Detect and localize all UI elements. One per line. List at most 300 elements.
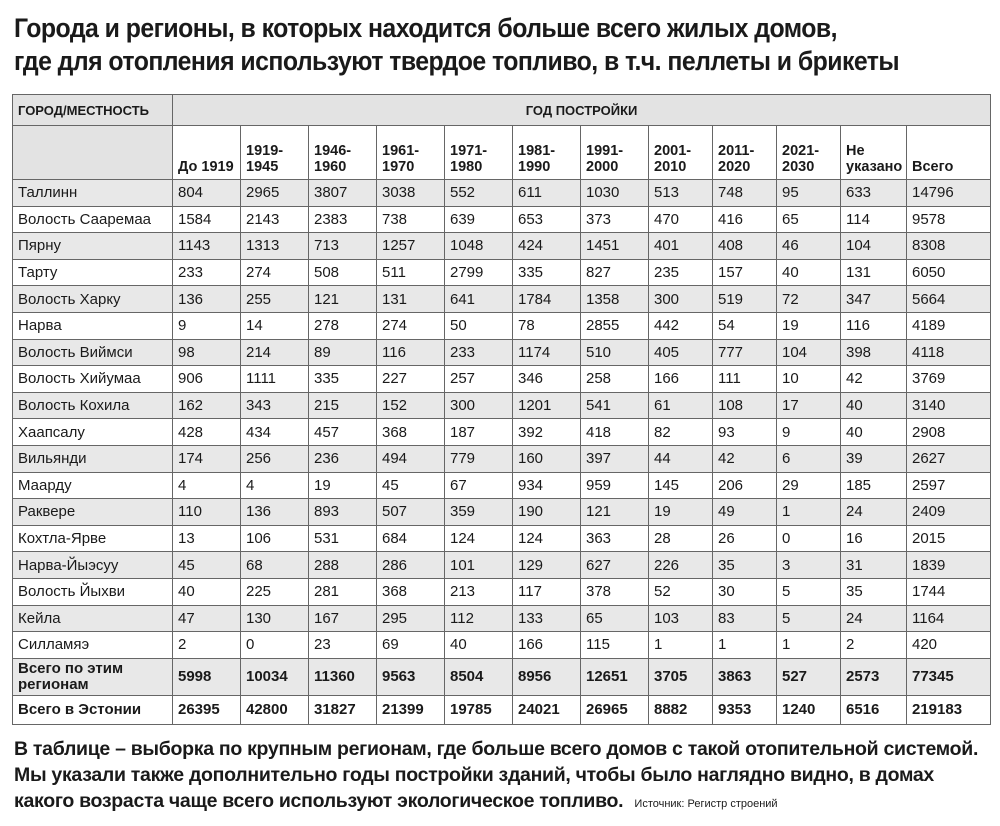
value-cell: 46 [777, 233, 841, 260]
value-cell: 121 [309, 286, 377, 313]
value-cell: 335 [513, 259, 581, 286]
column-header: 2011-2020 [713, 126, 777, 180]
value-cell: 288 [309, 552, 377, 579]
value-cell: 114 [841, 206, 907, 233]
region-name-cell: Тарту [13, 259, 173, 286]
value-cell: 42800 [241, 695, 309, 724]
value-cell: 3 [777, 552, 841, 579]
value-cell: 368 [377, 419, 445, 446]
value-cell: 42 [841, 366, 907, 393]
value-cell: 257 [445, 366, 513, 393]
value-cell: 8308 [907, 233, 991, 260]
value-cell: 101 [445, 552, 513, 579]
table-row [13, 286, 991, 313]
value-cell: 392 [513, 419, 581, 446]
value-cell: 1358 [581, 286, 649, 313]
value-cell: 494 [377, 445, 445, 472]
value-cell: 21399 [377, 695, 445, 724]
region-name-cell: Силламяэ [13, 632, 173, 659]
value-cell: 1839 [907, 552, 991, 579]
value-cell: 893 [309, 499, 377, 526]
value-cell: 116 [841, 312, 907, 339]
value-cell: 300 [445, 392, 513, 419]
value-cell: 428 [173, 419, 241, 446]
value-cell: 2 [173, 632, 241, 659]
value-cell: 111 [713, 366, 777, 393]
region-name-cell: Нарва-Йыэсуу [13, 552, 173, 579]
value-cell: 513 [649, 180, 713, 207]
value-cell: 2015 [907, 525, 991, 552]
value-cell: 226 [649, 552, 713, 579]
value-cell: 103 [649, 605, 713, 632]
corner-header-spacer [13, 126, 173, 180]
column-header: 2021-2030 [777, 126, 841, 180]
region-name-cell: Всего по этим регионам [13, 658, 173, 695]
table-row [13, 499, 991, 526]
value-cell: 130 [241, 605, 309, 632]
value-cell: 1048 [445, 233, 513, 260]
value-cell: 124 [513, 525, 581, 552]
value-cell: 190 [513, 499, 581, 526]
value-cell: 5998 [173, 658, 241, 695]
value-cell: 68 [241, 552, 309, 579]
value-cell: 6050 [907, 259, 991, 286]
column-header: До 1919 [173, 126, 241, 180]
value-cell: 45 [377, 472, 445, 499]
value-cell: 30 [713, 578, 777, 605]
region-name-cell: Волость Кохила [13, 392, 173, 419]
value-cell: 4118 [907, 339, 991, 366]
value-cell: 3863 [713, 658, 777, 695]
value-cell: 26395 [173, 695, 241, 724]
value-cell: 112 [445, 605, 513, 632]
value-cell: 152 [377, 392, 445, 419]
value-cell: 162 [173, 392, 241, 419]
value-cell: 4 [241, 472, 309, 499]
value-cell: 3140 [907, 392, 991, 419]
value-cell: 0 [241, 632, 309, 659]
value-cell: 17 [777, 392, 841, 419]
value-cell: 6 [777, 445, 841, 472]
value-cell: 93 [713, 419, 777, 446]
region-name-cell: Маарду [13, 472, 173, 499]
table-row [13, 339, 991, 366]
value-cell: 3769 [907, 366, 991, 393]
value-cell: 552 [445, 180, 513, 207]
value-cell: 235 [649, 259, 713, 286]
value-cell: 214 [241, 339, 309, 366]
value-cell: 14 [241, 312, 309, 339]
value-cell: 157 [713, 259, 777, 286]
value-cell: 26 [713, 525, 777, 552]
value-cell: 9 [173, 312, 241, 339]
value-cell: 29 [777, 472, 841, 499]
value-cell: 72 [777, 286, 841, 313]
value-cell: 3807 [309, 180, 377, 207]
value-cell: 213 [445, 578, 513, 605]
value-cell: 10 [777, 366, 841, 393]
value-cell: 405 [649, 339, 713, 366]
value-cell: 50 [445, 312, 513, 339]
value-cell: 1 [649, 632, 713, 659]
value-cell: 531 [309, 525, 377, 552]
value-cell: 225 [241, 578, 309, 605]
value-cell: 47 [173, 605, 241, 632]
value-cell: 129 [513, 552, 581, 579]
value-cell: 16 [841, 525, 907, 552]
value-cell: 4189 [907, 312, 991, 339]
value-cell: 9578 [907, 206, 991, 233]
value-cell: 274 [241, 259, 309, 286]
value-cell: 286 [377, 552, 445, 579]
value-cell: 510 [581, 339, 649, 366]
region-name-cell: Волость Харку [13, 286, 173, 313]
value-cell: 2855 [581, 312, 649, 339]
value-cell: 104 [841, 233, 907, 260]
value-cell: 0 [777, 525, 841, 552]
region-name-cell: Нарва [13, 312, 173, 339]
value-cell: 3038 [377, 180, 445, 207]
table-row [13, 605, 991, 632]
value-cell: 187 [445, 419, 513, 446]
value-cell: 12651 [581, 658, 649, 695]
value-cell: 227 [377, 366, 445, 393]
value-cell: 343 [241, 392, 309, 419]
value-cell: 1313 [241, 233, 309, 260]
region-name-cell: Вильянди [13, 445, 173, 472]
table-row [13, 472, 991, 499]
value-cell: 31 [841, 552, 907, 579]
value-cell: 44 [649, 445, 713, 472]
value-cell: 1201 [513, 392, 581, 419]
value-cell: 684 [377, 525, 445, 552]
value-cell: 5 [777, 578, 841, 605]
value-cell: 185 [841, 472, 907, 499]
value-cell: 131 [377, 286, 445, 313]
value-cell: 418 [581, 419, 649, 446]
value-cell: 511 [377, 259, 445, 286]
value-cell: 121 [581, 499, 649, 526]
table-row [13, 180, 991, 207]
value-cell: 28 [649, 525, 713, 552]
value-cell: 95 [777, 180, 841, 207]
table-row [13, 552, 991, 579]
value-cell: 1030 [581, 180, 649, 207]
value-cell: 255 [241, 286, 309, 313]
value-cell: 133 [513, 605, 581, 632]
value-cell: 363 [581, 525, 649, 552]
table-row [13, 695, 991, 724]
value-cell: 804 [173, 180, 241, 207]
value-cell: 2573 [841, 658, 907, 695]
value-cell: 78 [513, 312, 581, 339]
page-title [14, 12, 912, 78]
value-cell: 10034 [241, 658, 309, 695]
table-row [13, 578, 991, 605]
value-cell: 258 [581, 366, 649, 393]
value-cell: 633 [841, 180, 907, 207]
value-cell: 5 [777, 605, 841, 632]
value-cell: 1744 [907, 578, 991, 605]
table-row [13, 525, 991, 552]
value-cell: 117 [513, 578, 581, 605]
region-name-cell: Кейла [13, 605, 173, 632]
value-cell: 40 [777, 259, 841, 286]
value-cell: 1451 [581, 233, 649, 260]
value-cell: 19 [309, 472, 377, 499]
value-cell: 31827 [309, 695, 377, 724]
value-cell: 1784 [513, 286, 581, 313]
value-cell: 166 [649, 366, 713, 393]
value-cell: 115 [581, 632, 649, 659]
value-cell: 639 [445, 206, 513, 233]
value-cell: 9 [777, 419, 841, 446]
value-cell: 346 [513, 366, 581, 393]
value-cell: 1164 [907, 605, 991, 632]
value-cell: 19 [649, 499, 713, 526]
value-cell: 65 [777, 206, 841, 233]
value-cell: 519 [713, 286, 777, 313]
value-cell: 4 [173, 472, 241, 499]
value-cell: 507 [377, 499, 445, 526]
value-cell: 906 [173, 366, 241, 393]
value-cell: 420 [907, 632, 991, 659]
value-cell: 2143 [241, 206, 309, 233]
corner-header: ГОРОД/МЕСТНОСТЬ [13, 95, 173, 126]
value-cell: 1 [713, 632, 777, 659]
value-cell: 166 [513, 632, 581, 659]
value-cell: 627 [581, 552, 649, 579]
value-cell: 611 [513, 180, 581, 207]
value-cell: 40 [173, 578, 241, 605]
value-cell: 89 [309, 339, 377, 366]
value-cell: 35 [713, 552, 777, 579]
value-cell: 19785 [445, 695, 513, 724]
value-cell: 256 [241, 445, 309, 472]
column-header: 1919-1945 [241, 126, 309, 180]
value-cell: 416 [713, 206, 777, 233]
footer-text: В таблице – выборка по крупным регионам, где больше всего домов с такой отопительной системой. Мы указали также дополнительно годы постройки зданий, чтобы было наглядно видно, в домах какого возраста чаще всего используют экологическое топливо. [14, 738, 979, 812]
value-cell: 457 [309, 419, 377, 446]
value-cell: 278 [309, 312, 377, 339]
value-cell: 2799 [445, 259, 513, 286]
value-cell: 424 [513, 233, 581, 260]
value-cell: 508 [309, 259, 377, 286]
value-cell: 6516 [841, 695, 907, 724]
value-cell: 108 [713, 392, 777, 419]
value-cell: 397 [581, 445, 649, 472]
value-cell: 1143 [173, 233, 241, 260]
value-cell: 2383 [309, 206, 377, 233]
value-cell: 23 [309, 632, 377, 659]
value-cell: 77345 [907, 658, 991, 695]
value-cell: 959 [581, 472, 649, 499]
value-cell: 131 [841, 259, 907, 286]
value-cell: 777 [713, 339, 777, 366]
value-cell: 45 [173, 552, 241, 579]
value-cell: 1 [777, 499, 841, 526]
value-cell: 527 [777, 658, 841, 695]
value-cell: 215 [309, 392, 377, 419]
value-cell: 136 [173, 286, 241, 313]
value-cell: 160 [513, 445, 581, 472]
value-cell: 5664 [907, 286, 991, 313]
value-cell: 83 [713, 605, 777, 632]
region-name-cell: Волость Хийумаа [13, 366, 173, 393]
value-cell: 2 [841, 632, 907, 659]
region-name-cell: Хаапсалу [13, 419, 173, 446]
value-cell: 2627 [907, 445, 991, 472]
value-cell: 408 [713, 233, 777, 260]
table-row [13, 366, 991, 393]
value-cell: 49 [713, 499, 777, 526]
region-name-cell: Раквере [13, 499, 173, 526]
value-cell: 2597 [907, 472, 991, 499]
value-cell: 35 [841, 578, 907, 605]
value-cell: 401 [649, 233, 713, 260]
region-name-cell: Таллинн [13, 180, 173, 207]
value-cell: 779 [445, 445, 513, 472]
column-header: Всего [907, 126, 991, 180]
value-cell: 3705 [649, 658, 713, 695]
value-cell: 541 [581, 392, 649, 419]
value-cell: 82 [649, 419, 713, 446]
value-cell: 14796 [907, 180, 991, 207]
value-cell: 442 [649, 312, 713, 339]
value-cell: 748 [713, 180, 777, 207]
table-row [13, 233, 991, 260]
value-cell: 124 [445, 525, 513, 552]
heating-table [12, 94, 991, 725]
value-cell: 233 [445, 339, 513, 366]
value-cell: 98 [173, 339, 241, 366]
value-cell: 116 [377, 339, 445, 366]
value-cell: 26965 [581, 695, 649, 724]
value-cell: 61 [649, 392, 713, 419]
value-cell: 1584 [173, 206, 241, 233]
table-row [13, 392, 991, 419]
region-name-cell: Всего в Эстонии [13, 695, 173, 724]
table-row [13, 658, 991, 695]
year-group-header: ГОД ПОСТРОЙКИ [173, 95, 991, 126]
value-cell: 233 [173, 259, 241, 286]
value-cell: 13 [173, 525, 241, 552]
value-cell: 167 [309, 605, 377, 632]
value-cell: 359 [445, 499, 513, 526]
table-row [13, 312, 991, 339]
value-cell: 9563 [377, 658, 445, 695]
value-cell: 54 [713, 312, 777, 339]
value-cell: 1111 [241, 366, 309, 393]
column-header: 1961-1970 [377, 126, 445, 180]
value-cell: 738 [377, 206, 445, 233]
value-cell: 104 [777, 339, 841, 366]
region-name-cell: Волость Сааремаа [13, 206, 173, 233]
title-line-2: где для отопления используют твердое топливо, в т.ч. пеллеты и брикеты [14, 46, 900, 76]
value-cell: 653 [513, 206, 581, 233]
table-row [13, 445, 991, 472]
value-cell: 827 [581, 259, 649, 286]
column-header: 2001-2010 [649, 126, 713, 180]
value-cell: 1257 [377, 233, 445, 260]
value-cell: 713 [309, 233, 377, 260]
value-cell: 434 [241, 419, 309, 446]
value-cell: 398 [841, 339, 907, 366]
value-cell: 236 [309, 445, 377, 472]
column-header: 1971-1980 [445, 126, 513, 180]
value-cell: 335 [309, 366, 377, 393]
value-cell: 641 [445, 286, 513, 313]
value-cell: 8956 [513, 658, 581, 695]
region-name-cell: Кохтла-Ярве [13, 525, 173, 552]
value-cell: 295 [377, 605, 445, 632]
value-cell: 281 [309, 578, 377, 605]
value-cell: 1174 [513, 339, 581, 366]
value-cell: 24021 [513, 695, 581, 724]
value-cell: 40 [841, 419, 907, 446]
region-name-cell: Пярну [13, 233, 173, 260]
table-row [13, 419, 991, 446]
column-header: Не указано [841, 126, 907, 180]
value-cell: 106 [241, 525, 309, 552]
value-cell: 136 [241, 499, 309, 526]
value-cell: 1240 [777, 695, 841, 724]
value-cell: 206 [713, 472, 777, 499]
value-cell: 2409 [907, 499, 991, 526]
value-cell: 347 [841, 286, 907, 313]
value-cell: 65 [581, 605, 649, 632]
column-header: 1991-2000 [581, 126, 649, 180]
value-cell: 69 [377, 632, 445, 659]
value-cell: 145 [649, 472, 713, 499]
region-name-cell: Волость Йыхви [13, 578, 173, 605]
value-cell: 934 [513, 472, 581, 499]
value-cell: 11360 [309, 658, 377, 695]
footer-note [14, 736, 990, 817]
title-line-1: Города и регионы, в которых находится больше всего жилых домов, [14, 13, 837, 43]
value-cell: 40 [841, 392, 907, 419]
value-cell: 219183 [907, 695, 991, 724]
value-cell: 40 [445, 632, 513, 659]
table-row [13, 632, 991, 659]
value-cell: 9353 [713, 695, 777, 724]
source-note: Источник: Регистр строений [634, 798, 778, 810]
value-cell: 42 [713, 445, 777, 472]
region-name-cell: Волость Виймси [13, 339, 173, 366]
value-cell: 8504 [445, 658, 513, 695]
value-cell: 300 [649, 286, 713, 313]
table-row [13, 206, 991, 233]
value-cell: 67 [445, 472, 513, 499]
column-header: 1981-1990 [513, 126, 581, 180]
value-cell: 2965 [241, 180, 309, 207]
value-cell: 378 [581, 578, 649, 605]
value-cell: 368 [377, 578, 445, 605]
table-row [13, 259, 991, 286]
value-cell: 2908 [907, 419, 991, 446]
column-header: 1946-1960 [309, 126, 377, 180]
value-cell: 1 [777, 632, 841, 659]
value-cell: 24 [841, 499, 907, 526]
value-cell: 24 [841, 605, 907, 632]
value-cell: 110 [173, 499, 241, 526]
value-cell: 39 [841, 445, 907, 472]
value-cell: 19 [777, 312, 841, 339]
value-cell: 174 [173, 445, 241, 472]
value-cell: 274 [377, 312, 445, 339]
value-cell: 470 [649, 206, 713, 233]
value-cell: 373 [581, 206, 649, 233]
